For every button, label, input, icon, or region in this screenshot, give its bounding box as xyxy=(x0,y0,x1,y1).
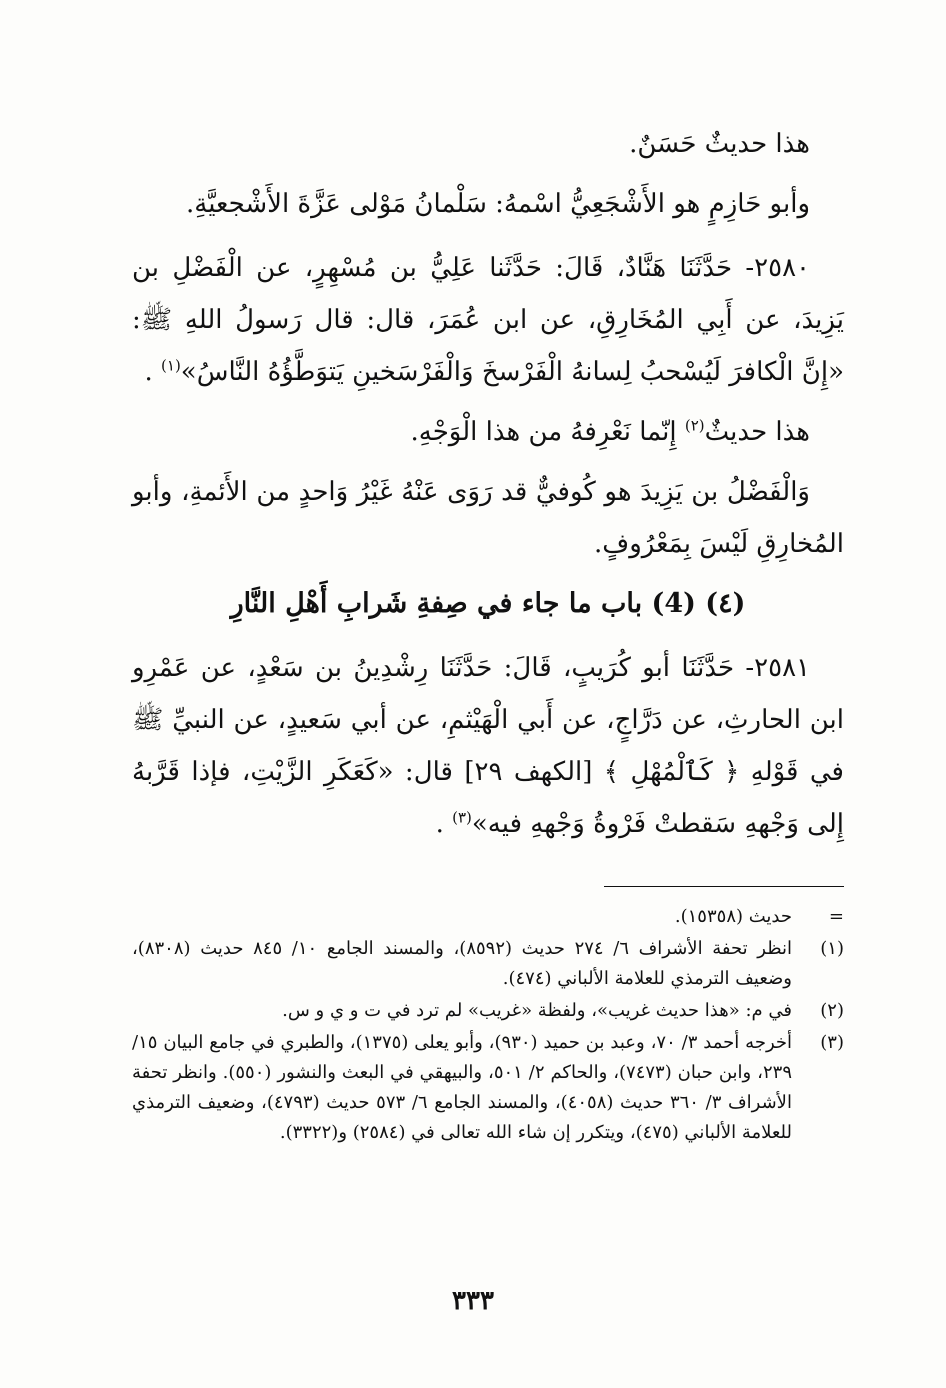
footnote-continuation xyxy=(132,902,844,932)
paragraph-narrator-note-1 xyxy=(132,178,844,230)
paragraph-text: هذا حديثٌ حَسَنٌ. xyxy=(629,129,810,159)
footnote-separator xyxy=(604,886,844,887)
hadith-2580 xyxy=(132,242,844,398)
paragraph-text: وَالْفَضْلُ بن يَزِيدَ هو كُوفيٌّ قد رَوَى عَنْهُ غَيْرُ وَاحدٍ من الأَئمةِ، وأبو المُخارِقِ لَيْسَ بِمَعْرُوفٍ. xyxy=(132,477,844,559)
main-text xyxy=(132,118,844,858)
footnote-3 xyxy=(132,1028,844,1148)
hadith-text: ٢٥٨١- حَدَّثَنَا أبو كُرَيبٍ، قَالَ: حَدَّثَنَا رِشْدِينُ بن سَعْدٍ، عن عَمْرِو ابن الحارثِ، عن دَرَّاجٍ، عن أَبي الْهَيْثمِ، عن أبي سَعيدٍ، عن النبيِّ ﷺ في قَوْلهِ ﴿ كَٱلْمُهْلِ ﴾ [الكهف ٢٩] قال: «كَعَكَرِ الزَّيْتِ، فإذا قَرَّبهُ إِلى وَجْههِ سَقطتْ فَرْوةُ وَجْههِ فيه» xyxy=(132,653,844,839)
page-number: ٣٣٣ xyxy=(452,1286,494,1316)
footnote-mark: = xyxy=(828,906,844,927)
paragraph-narrator-note-2 xyxy=(132,466,844,570)
footnote-ref-2[interactable]: (٢) xyxy=(684,416,705,435)
footnote-mark: (٢) xyxy=(820,1000,844,1021)
footnote-2 xyxy=(132,996,844,1026)
footnote-mark: (١) xyxy=(820,938,844,959)
footnote-1 xyxy=(132,934,844,994)
hadith-text: ٢٥٨٠- حَدَّثَنَا هَنَّادٌ، قَالَ: حَدَّثَنا عَلِيُّ بن مُسْهِرٍ، عن الْفَضْلِ بن يَزِيدَ، عن أَبِي المُخَارِقِ، عن ابن عُمَرَ، قال: قال رَسولُ اللهِ ﷺ: «إِنَّ الْكافرَ لَيُسْحبُ لِسانهُ الْفَرْسخَ وَالْفَرْسَخينِ يَتوَطَّؤُهُ النَّاسُ» xyxy=(132,253,844,387)
footnote-mark: (٣) xyxy=(820,1032,844,1053)
footnote-text: حديث (١٥٣٥٨). xyxy=(674,906,792,927)
paragraph-text: وأبو حَازِمٍ هو الأَشْجَعِيُّ اسْمهُ: سَلْمانُ مَوْلى عَزَّةَ الأَشْجعيَّةِ. xyxy=(185,189,810,219)
footnote-ref-3[interactable]: (٣) xyxy=(452,808,472,827)
paragraph-hadith-grade-1 xyxy=(132,118,844,170)
hadith-2581 xyxy=(132,642,844,850)
footnotes xyxy=(132,902,844,1150)
footnote-text: انظر تحفة الأشراف ٦/ ٢٧٤ حديث (٨٥٩٢)، والمسند الجامع ١٠/ ٨٤٥ حديث (٨٣٠٨)، وضعيف الترمذي للعلامة الألباني (٤٧٤). xyxy=(132,938,792,989)
footnote-ref-1[interactable]: (١) xyxy=(161,356,181,375)
hadith-tail: . xyxy=(144,357,162,387)
paragraph-text-cont: إِنّما نَعْرِفهُ من هذا الْوَجْهِ. xyxy=(410,417,685,447)
footnote-text: أخرجه أحمد ٣/ ٧٠، وعبد بن حميد (٩٣٠)، وأبو يعلى (١٣٧٥)، والطبري في جامع البيان ١٥/ ٢٣٩، وابن حبان (٧٤٧٣)، والحاكم ٢/ ٥٠١، والبيهقي في البعث والنشور (٥٥٠). وانظر تحفة الأشراف ٣/ ٣٦٠ حديث (٤٠٥٨)، والمسند الجامع ٦/ ٥٧٣ حديث (٤٧٩٣)، وضعيف الترمذي للعلامة الألباني (٤٧٥)، ويتكرر إن شاء الله تعالى في (٢٥٨٤) و(٣٣٢٢). xyxy=(132,1032,793,1143)
footnote-text: في م: «هذا حديث غريب»، ولفظة «غريب» لم ترد في ت و ي و س. xyxy=(282,1000,792,1021)
chapter-heading: (٤) (4) باب ما جاء في صِفةِ شَرابِ أَهْلِ النَّارِ xyxy=(230,588,746,619)
hadith-tail: . xyxy=(435,809,453,839)
paragraph-text: هذا حديثٌ xyxy=(704,417,810,447)
paragraph-hadith-grade-2 xyxy=(132,406,844,458)
